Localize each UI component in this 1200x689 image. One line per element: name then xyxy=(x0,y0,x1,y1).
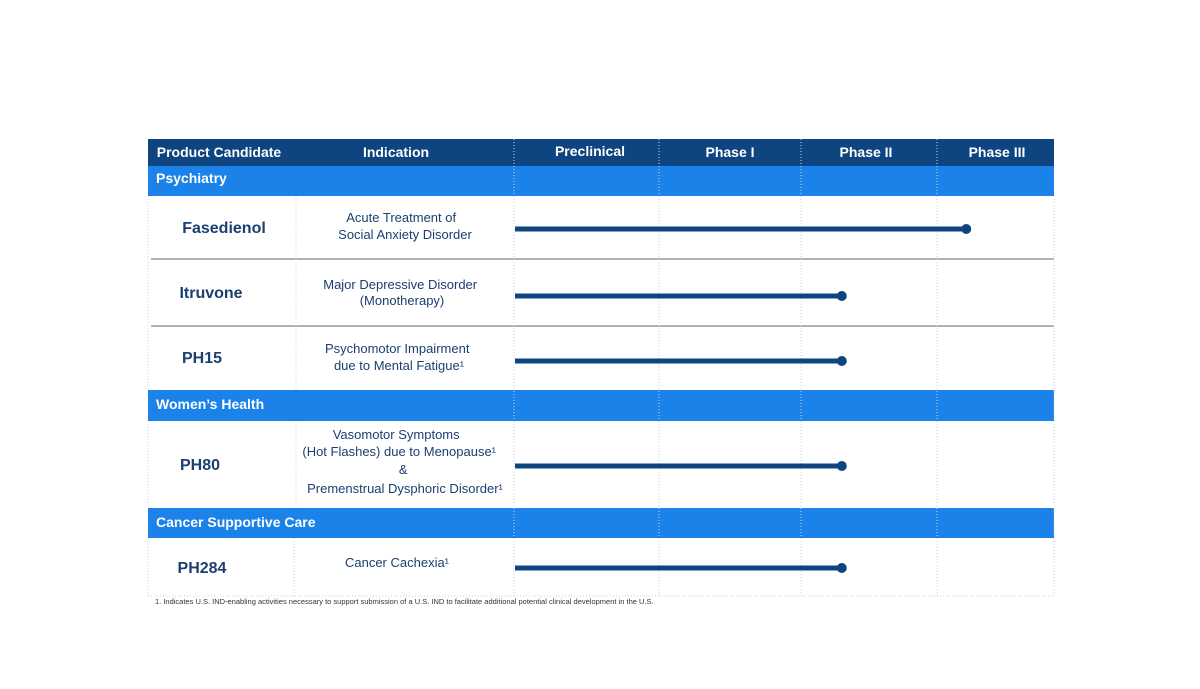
product-name-ph284: PH284 xyxy=(177,560,227,577)
progress-marker-ph80 xyxy=(837,461,847,471)
indication-itruvone: Major Depressive Disorder (Monotherapy) xyxy=(323,277,478,308)
progress-marker-ph284 xyxy=(837,563,847,573)
category-label-cancer-supportive-care: Cancer Supportive Care xyxy=(156,514,316,530)
indication-fasedienol: Acute Treatment of Social Anxiety Disorder xyxy=(338,210,472,242)
product-name-ph80: PH80 xyxy=(179,457,221,474)
footnote: 1. Indicates U.S. IND-enabling activities necessary to support submission of a U.S. IND to facilitate additional potential clinical development in the U.S. xyxy=(155,597,654,606)
progress-marker-itruvone xyxy=(837,291,847,301)
header-phase-2: Phase II xyxy=(839,144,893,160)
category-label-womens-health: Women’s Health xyxy=(156,396,265,412)
product-name-ph15: PH15 xyxy=(181,350,223,367)
header-phase-3: Phase III xyxy=(968,144,1026,160)
category-band-psychiatry xyxy=(148,166,1054,196)
progress-marker-ph15 xyxy=(837,356,847,366)
category-band-womens-health xyxy=(148,390,1054,421)
header-indication: Indication xyxy=(362,144,430,160)
progress-marker-fasedienol xyxy=(961,224,971,234)
product-name-fasedienol: Fasedienol xyxy=(182,220,266,237)
product-name-itruvone: Itruvone xyxy=(179,285,243,302)
header-product-candidate: Product Candidate xyxy=(156,144,282,160)
indication-ph15: Psychomotor Impairment due to Mental Fatigue¹ xyxy=(324,341,470,373)
header-phase-1: Phase I xyxy=(705,144,755,160)
indication-ph80: Vasomotor Symptoms (Hot Flashes) due to Menopause¹ & Premenstrual Dysphoric Disorder¹ xyxy=(302,427,503,496)
header-phase-preclinical: Preclinical xyxy=(554,143,626,159)
indication-ph284: Cancer Cachexia¹ xyxy=(344,555,450,570)
category-label-psychiatry: Psychiatry xyxy=(156,170,227,186)
